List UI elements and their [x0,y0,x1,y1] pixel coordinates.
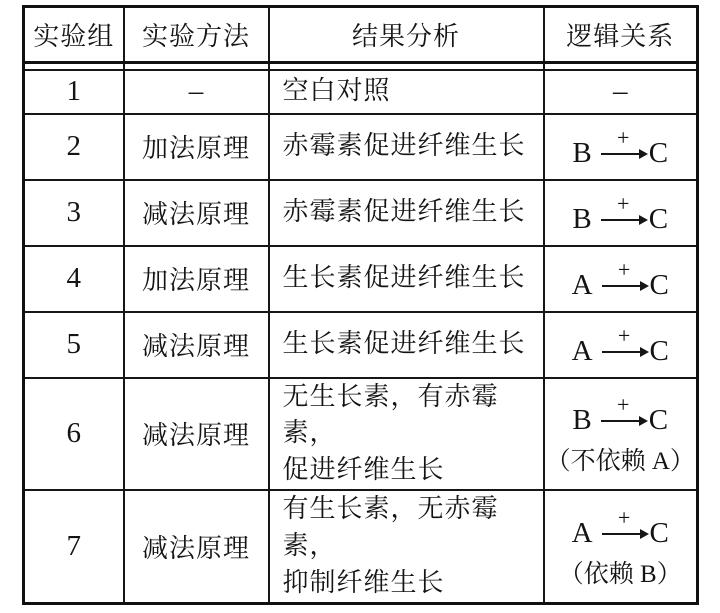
rule-gap-cell [269,63,544,70]
logic-relation [571,256,669,302]
promote-arrow-icon [601,124,646,166]
arrow-head-icon [640,529,649,539]
logic-relation [572,124,669,170]
logic-to-letter: C [648,203,669,235]
table-row-2 [24,114,698,180]
logic-to-letter: C [649,335,669,367]
promote-arrow-icon [601,391,646,433]
result-text: 生长素促进纤维生长 [282,329,526,359]
cell-result [269,378,544,491]
logic-from-letter: A [571,517,593,550]
result-text: 赤霉素促进纤维生长 [282,197,526,227]
logic-from-letter: B [572,137,592,169]
cell-method: 加法原理 [124,246,269,312]
cell-method: 减法原理 [124,312,269,378]
header-double-rule [24,63,698,70]
group-number: 4 [66,262,81,294]
method-dash: – [188,75,204,107]
cell-group [24,70,124,114]
table-row-6 [24,378,698,491]
table-row-4 [24,246,698,312]
promote-arrow-icon [602,322,647,364]
logic-relation [572,190,669,236]
arrow-shaft [601,153,640,155]
cell-result [269,490,544,603]
result-text-line2: 促进纤维生长 [282,455,445,485]
group-number: 6 [66,417,81,450]
group-number: 2 [66,130,81,162]
arrow-head-icon [639,215,648,225]
cell-logic [544,70,698,114]
logic-relation [572,391,669,437]
header-cell-logic-relation: 逻辑关系 [544,7,698,63]
logic-note: （依赖 B） [558,561,682,589]
group-number: 7 [66,530,81,563]
logic-relation [571,504,669,550]
plus-sign: + [617,190,630,216]
cell-result [269,180,544,246]
cell-result [269,312,544,378]
cell-method [124,70,269,114]
cell-logic [544,490,698,603]
logic-to-letter: C [649,517,669,550]
plus-sign: + [617,504,631,530]
promote-arrow-icon [601,190,646,232]
table-row-7 [24,490,698,603]
logic-from-letter: B [572,203,592,235]
header-cell-experiment-method: 实验方法 [124,7,269,63]
logic-to-letter: C [648,404,669,437]
rule-gap-cell [544,63,698,70]
cell-method: 加法原理 [124,114,269,180]
experiment-design-table [22,5,699,605]
cell-group [24,490,124,603]
group-number: 1 [66,75,81,107]
cell-result [269,246,544,312]
logic-to-letter: C [649,269,669,301]
logic-dash: – [613,75,628,107]
logic-from-letter: A [571,269,593,301]
table-row-5 [24,312,698,378]
cell-logic [544,180,698,246]
arrow-shaft [602,285,641,287]
cell-group [24,378,124,491]
logic-relation [571,322,669,368]
plus-sign: + [617,124,630,150]
cell-group [24,180,124,246]
result-text-line1: 有生长素，无赤霉素， [282,494,499,561]
result-text-line1: 无生长素，有赤霉素， [282,381,499,448]
result-text: 赤霉素促进纤维生长 [282,131,526,161]
cell-group [24,114,124,180]
table-row-1 [24,70,698,114]
cell-logic [544,312,698,378]
plus-sign: + [617,322,631,348]
arrow-head-icon [640,347,649,357]
plus-sign: + [617,256,631,282]
arrow-head-icon [639,149,648,159]
logic-to-letter: C [648,137,669,169]
promote-arrow-icon [602,256,647,298]
rule-gap-cell [24,63,124,70]
result-text: 生长素促进纤维生长 [282,263,526,293]
arrow-shaft [601,219,640,221]
cell-result [269,114,544,180]
arrow-shaft [602,533,641,535]
logic-note: （不依赖 A） [545,448,695,476]
cell-group [24,312,124,378]
cell-logic [544,378,698,491]
result-text-line2: 抑制纤维生长 [282,568,445,598]
header-cell-result-analysis: 结果分析 [269,7,544,63]
group-number: 3 [66,196,81,228]
promote-arrow-icon [602,504,647,546]
header-row [24,7,698,63]
plus-sign: + [617,391,630,417]
cell-result [269,70,544,114]
cell-method: 减法原理 [124,378,269,491]
logic-from-letter: B [572,404,592,437]
cell-method: 减法原理 [124,490,269,603]
arrow-shaft [602,351,641,353]
cell-logic [544,114,698,180]
logic-from-letter: A [571,335,593,367]
cell-logic [544,246,698,312]
arrow-head-icon [640,281,649,291]
cell-group [24,246,124,312]
cell-method: 减法原理 [124,180,269,246]
table-row-3 [24,180,698,246]
group-number: 5 [66,328,81,360]
rule-gap-cell [124,63,269,70]
result-text: 空白对照 [282,76,391,106]
arrow-head-icon [639,416,648,426]
header-cell-experiment-group: 实验组 [24,7,124,63]
arrow-shaft [601,420,640,422]
